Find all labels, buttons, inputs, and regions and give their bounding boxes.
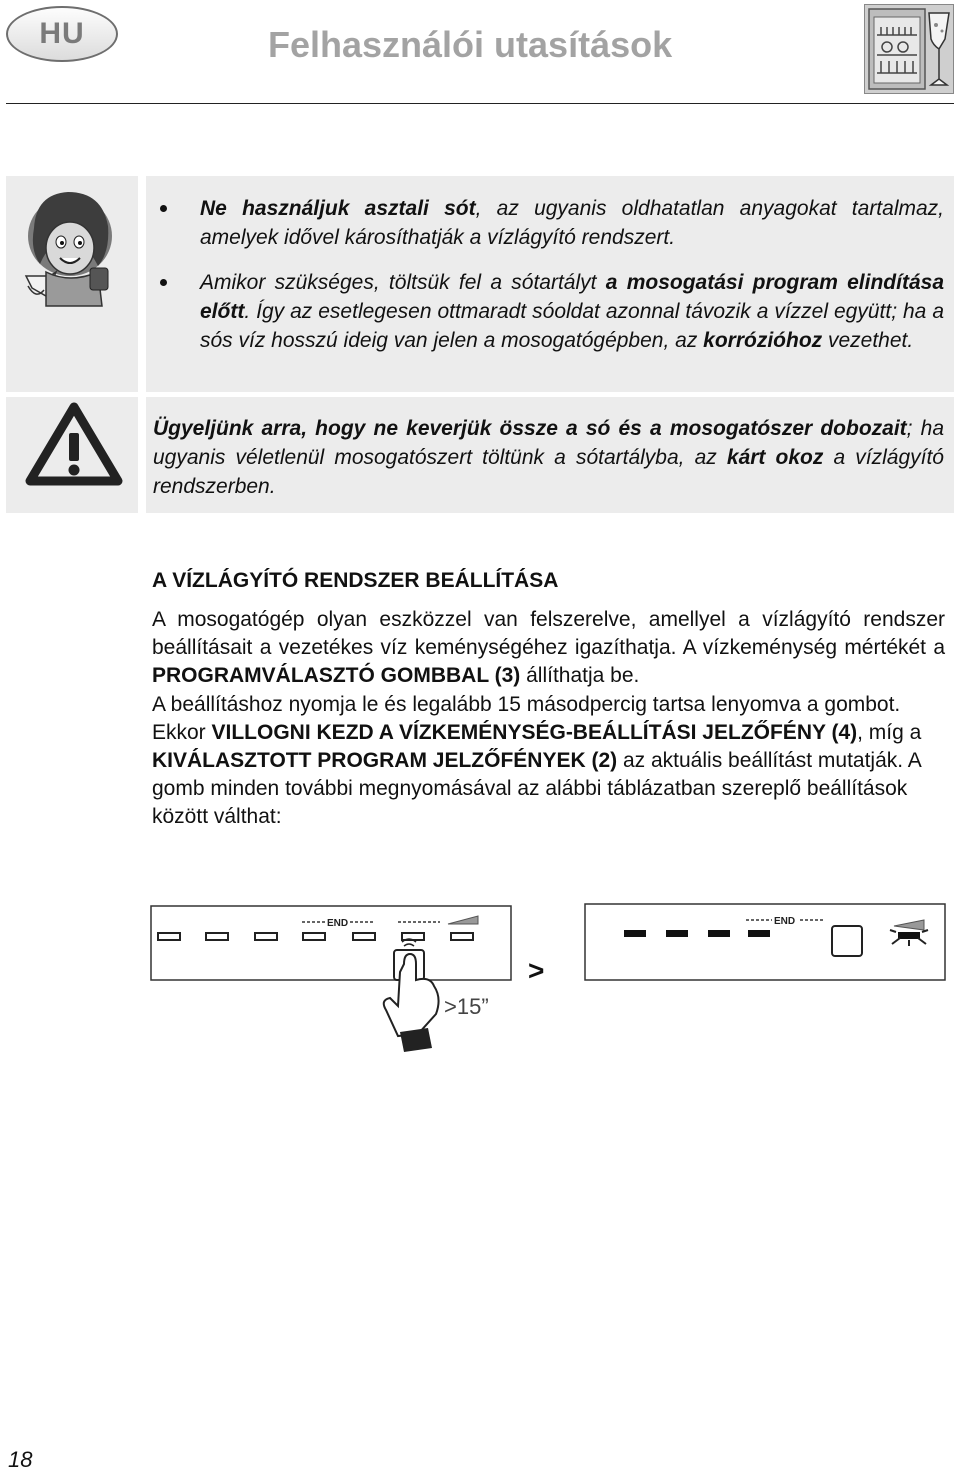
- tip-text-bold: Ne használjuk asztali sót: [200, 197, 476, 220]
- dishwasher-glass-logo: [864, 4, 954, 94]
- dishwasher-glass-icon: [865, 5, 953, 93]
- body-text: , míg a: [857, 720, 922, 744]
- warning-text-bold: kárt okoz: [726, 446, 824, 469]
- warning-text-bold: Ügyeljünk arra, hogy ne keverjük össze a só és a mosogatószer dobozait: [153, 417, 907, 440]
- warning-text-part: a vízlágyító rendszerben.: [153, 446, 944, 498]
- warning-text-part: ; ha ugyanis véletlenül mosogatószert töltünk a sótartályba, az: [153, 417, 944, 469]
- warning-icon-panel: [6, 397, 138, 513]
- end-label-left: END: [327, 918, 349, 929]
- tip-icon-panel: [6, 176, 138, 392]
- body-text-bold: KIVÁLASZTOTT PROGRAM JELZŐFÉNYEK (2): [152, 749, 618, 773]
- language-code: HU: [39, 17, 85, 50]
- body-text-bold: PROGRAMVÁLASZTÓ GOMBBAL (3): [152, 664, 521, 688]
- body-text: az aktuális beállítást mutatják. A gomb minden további megnyomásával az alábbi táblázatban szereplő beállítások között válthat:: [152, 749, 921, 829]
- tip-item: [152, 268, 944, 355]
- tip-item: [152, 194, 944, 252]
- tip-text: Amikor szükséges, töltsük fel a sótartályt: [200, 271, 606, 294]
- warning-panel: [146, 397, 954, 513]
- section-heading: A VÍZLÁGYÍTÓ RENDSZER BEÁLLÍTÁSA: [152, 569, 559, 592]
- arrow-label: >: [528, 955, 545, 986]
- hold-time-label: >15”: [444, 994, 489, 1019]
- control-panel-illustration: [148, 902, 948, 1052]
- language-badge: [6, 6, 118, 62]
- tip-text-bold: a mosogatási program elindítása előtt: [200, 271, 944, 323]
- body-text: A mosogatógép olyan eszközzel van felszerelve, amellyel a vízlágyító rendszer beállításait a vezetékes víz keménységéhez igazíthatja. A vízkeménység mértékét a: [152, 608, 945, 660]
- tip-text: , az ugyanis oldhatatlan anyagokat tartalmaz, amelyek idővel károsíthatják a vízlágyító rendszert.: [200, 197, 944, 249]
- tip-panel: [146, 176, 954, 392]
- body-text: A beállításhoz nyomja le és legalább 15 másodpercig tartsa lenyomva a gombot. Ekkor: [152, 692, 901, 744]
- cartoon-woman-icon: [6, 176, 138, 392]
- tip-list: [152, 194, 944, 355]
- section-body: [152, 606, 945, 832]
- body-paragraph: [152, 606, 945, 691]
- tip-text: . Így az esetlegesen ottmaradt sóoldat azonnal távozik a vízzel együtt; ha a sós víz hosszú ideig van jelen a mosogatógépben, az: [200, 300, 944, 352]
- document-title: Felhasználói utasítások: [268, 24, 673, 65]
- tip-text: vezethet.: [822, 329, 914, 352]
- page-number: 18: [8, 1447, 33, 1472]
- body-paragraph: [152, 691, 945, 832]
- header-divider: [6, 103, 954, 104]
- body-text: állíthatja be.: [520, 664, 640, 688]
- end-label-right: END: [774, 916, 796, 927]
- warning-triangle-icon: [6, 397, 138, 513]
- warning-text: [153, 414, 944, 501]
- control-panel-figure: [148, 902, 948, 1052]
- tip-text-bold: korrózióhoz: [703, 329, 823, 352]
- body-text-bold: VILLOGNI KEZD A VÍZKEMÉNYSÉG-BEÁLLÍTÁSI JELZŐFÉNY (4): [211, 720, 858, 744]
